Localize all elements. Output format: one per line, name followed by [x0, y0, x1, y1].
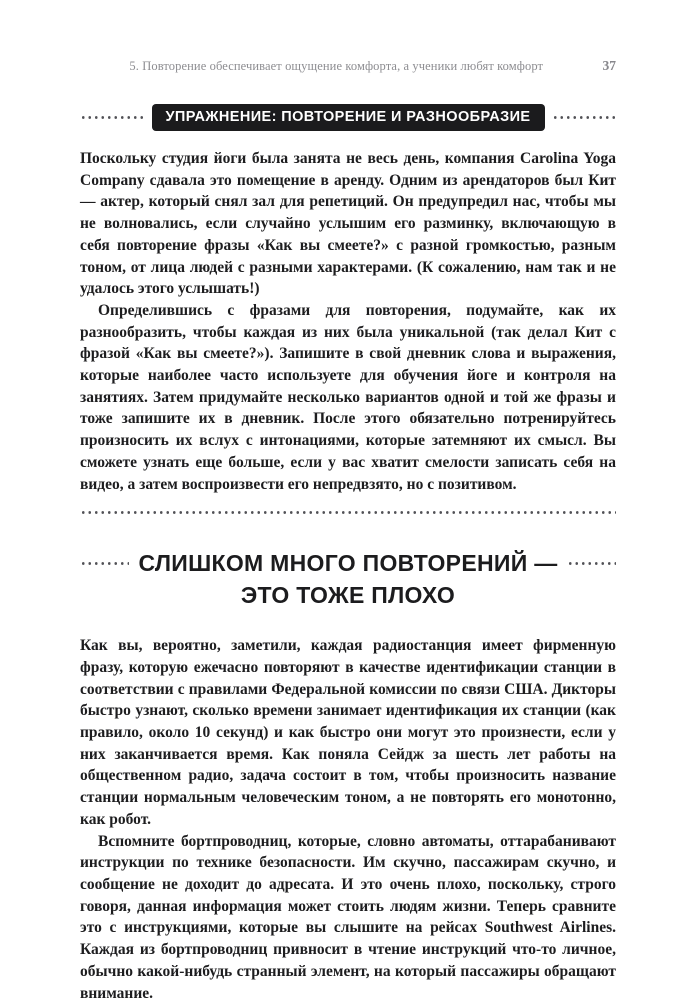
paragraph: Поскольку студия йоги была занята не весь день, компания Carolina Yoga Company сдавала это помещение в аренду. Одним из арендаторов был Кит — актер, который снял зал для репетиций. Он предупредил нас, чтобы мы не волновались, если случайно услышим его разминку, включающую в себя повторение фразы «Как вы смеете?» с разной громкостью, разным тоном, от лица людей с разными характерами. (К сожалению, нам так и не удалось этого услышать!)	[80, 150, 616, 298]
running-title: 5. Повторение обеспечивает ощущение комфорта, а ученики любят комфорт	[129, 59, 544, 73]
section-heading	[80, 550, 616, 609]
running-head	[80, 58, 616, 74]
dotted-rule-left	[80, 116, 145, 119]
exercise-title-badge: УПРАЖНЕНИЕ: ПОВТОРЕНИЕ И РАЗНООБРАЗИЕ	[152, 104, 545, 131]
dotted-rule-left	[80, 562, 129, 565]
dotted-rule-right	[552, 116, 617, 119]
paragraph: Вспомните бортпроводниц, которые, словно автоматы, оттарабанивают инструкции по технике безопасности. Им скучно, пассажирам скучно, и сообщение не доходит до адресата. И это очень плохо, поскольку, строго говоря, данная информация может стоить людям жизни. Теперь сравните это с инструкциями, которые вы слышите на рейсах Southwest Airlines. Каждая из бортпроводниц привносит в чтение инструкций что-то личное, обычно какой-нибудь странный элемент, на который пассажиры обращают внимание.	[80, 832, 616, 1001]
page-number: 37	[602, 58, 616, 73]
section-title-line1: СЛИШКОМ МНОГО ПОВТОРЕНИЙ —	[138, 550, 558, 577]
exercise-heading-row	[80, 104, 616, 131]
dotted-separator	[80, 511, 616, 514]
paragraph: Определившись с фразами для повторения, подумайте, как их разнообразить, чтобы каждая из них была уникальной (так делал Кит с фразой «Как вы смеете?»). Запишите в свой дневник слова и выражения, которые наиболее часто используете для обучения йоге и контроля на занятиях. Затем придумайте несколько вариантов одной и той же фразы и тоже запишите их в дневник. После этого обязательно потренируйтесь произносить их вслух с интонациями, которые затемняют их смысл. Вы сможете узнать еще больше, если у вас хватит смелости записать себя на видео, а затем воспроизвести его непредвзято, но с позитивом.	[80, 301, 616, 493]
dotted-rule-right	[567, 562, 616, 565]
exercise-body	[80, 148, 616, 495]
paragraph: Как вы, вероятно, заметили, каждая радиостанция имеет фирменную фразу, которую ежечасно повторяют в качестве идентификации станции в соответствии с правилами Федеральной комиссии по связи США. Дикторы быстро узнают, сколько времени занимает идентификация их станции (как правило, около 10 секунд) и как быстро они могут это произнести, если у них заканчивается время. Как поняла Сейдж за шесть лет работы на общественном радио, задача состоит в том, чтобы произносить название станции нормальным человеческим тоном, а не повторять его монотонно, как робот.	[80, 637, 616, 828]
section-body	[80, 635, 616, 1001]
section-title-line2: ЭТО ТОЖЕ ПЛОХО	[240, 582, 456, 609]
section-heading-line1-row	[80, 550, 616, 577]
